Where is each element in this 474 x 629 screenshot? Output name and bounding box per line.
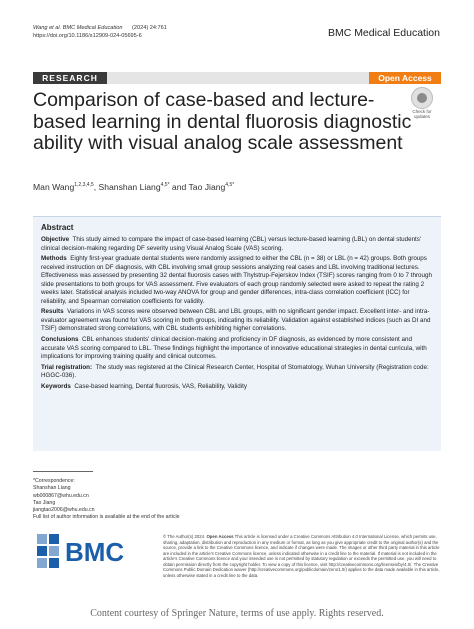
check-for-updates-button[interactable]	[406, 87, 438, 119]
section-label: Keywords	[41, 382, 71, 390]
citation-year: (2024) 24:761	[132, 25, 167, 31]
bmc-logo	[35, 530, 145, 570]
section-text: CBL enhances students' clinical decision-making and proficiency in DF diagnosis, as evidenced by more consistent and accurate VAS scoring compared to LBL. These findings highlight the importance of innovative educational strategies in dental curricula, with implications for improving training quality and clinical outcomes.	[41, 336, 427, 361]
abstract-section	[41, 383, 435, 392]
section-text: Eighty first-year graduate dental students were randomly assigned to either the CBL (n = 38) or LBL (n = 42) groups. Both groups received instruction on DF diagnosis, with CBL involving small group sessions analyzing real cases and LBL involving traditional lectures. Effectiveness was assessed by presenting 32 dental fluorosis cases with Thylstrup-Fejerskov Index (TSIF) scores ranging from 0 to 7 through slide presentations to both groups for VAS assessment. Five evaluators of each group randomly selected were asked to repeat the rating 2 weeks later. Statistical analysis included two-way ANOVA for group and gender differences, intra-class correlation coefficient (ICC) for reliability, and Spearman correlation coefficients for validity.	[41, 255, 432, 305]
license-body: This article is licensed under a Creative Commons Attribution 4.0 International License, which permits use, sharing, adaptation, distribution and reproduction in any medium or format, as long as you give appropriate credit to the original author(s) and the source, provide a link to the Creative Commons licence, and indicate if changes were made. The images or other third party material in this article are included in the article's Creative Commons licence, unless indicated otherwise in a credit line to the material. If material is not included in the article's Creative Commons licence and your intended use is not permitted by statutory regulation or exceeds the permitted use, you will need to obtain permission directly from the copyright holder. To view a copy of this licence, visit http://creativecommons.org/licenses/by/4.0/. The Creative Commons Public Domain Dedication waiver (http://creativecommons.org/publicdomain/zero/1.0/) applies to the data made available in this article, unless otherwise stated in a credit line to the data.	[163, 534, 440, 578]
section-label: Objective	[41, 236, 70, 243]
journal-name: BMC Medical Education	[327, 27, 440, 39]
doi-link[interactable]: https://doi.org/10.1186/s12909-024-05695-6	[33, 33, 142, 39]
section-label: Methods	[41, 255, 67, 263]
abstract-section	[41, 364, 435, 381]
author-separator: ,	[93, 182, 99, 192]
correspondence-email[interactable]: wb000867@whu.edu.cn	[33, 492, 89, 499]
author-list	[33, 182, 234, 192]
author-separator: and	[169, 182, 189, 192]
abstract-section	[41, 255, 435, 306]
citation-authors: Wang et al. BMC Medical Education	[33, 25, 123, 31]
section-text: This study aimed to compare the impact of case-based learning (CBL) versus lecture-based learning (LBL) on dental students' clinical decision-making regarding DF severity using Visual Analog Scale (VAS) scoring.	[41, 236, 422, 252]
article-title: Comparison of case-based and lecture-based learning in dental fluorosis diagnostic ability with visual analog scale assessment	[33, 89, 412, 154]
abstract-body	[41, 236, 435, 393]
section-text: Case-based learning, Dental fluorosis, VAS, Reliability, Validity	[74, 382, 248, 390]
author-affiliation: 4,5*	[160, 182, 170, 189]
abstract-box	[33, 216, 441, 451]
open-access-tag: Open Access	[369, 72, 441, 84]
bmc-logo-text: BMC	[65, 537, 125, 567]
check-updates-icon	[411, 87, 433, 109]
abstract-section	[41, 308, 435, 334]
section-label: Trial registration:	[41, 363, 93, 371]
license-text	[163, 534, 441, 578]
author-name[interactable]: Shanshan Liang	[98, 182, 161, 192]
author-name[interactable]: Man Wang	[33, 182, 75, 192]
abstract-heading: Abstract	[41, 223, 74, 232]
correspondence-label: *Correspondence:	[33, 478, 75, 484]
research-tag: RESEARCH	[33, 72, 107, 84]
license-open-access: Open Access	[206, 534, 234, 539]
section-text: The study was registered at the Clinical Research Center, Hospital of Stomatology, Wuhan University (Registration code: HGGC-036).	[41, 363, 429, 380]
correspondence-block	[33, 478, 179, 522]
footnote-divider	[33, 471, 93, 472]
correspondence-email[interactable]: jiangtao2006@whu.edu.cn	[33, 507, 95, 514]
content-credit: Content courtesy of Springer Nature, terms of use apply. Rights reserved.	[90, 608, 384, 619]
author-affiliation: 1,2,3,4,5	[74, 182, 94, 189]
affiliation-note: Full list of author information is available at the end of the article	[33, 514, 180, 521]
citation-header	[33, 24, 177, 40]
correspondence-name: Shanshan Liang	[33, 485, 71, 492]
author-affiliation: 4,5*	[225, 182, 235, 189]
section-label: Conclusions	[41, 336, 79, 344]
check-updates-label: Check for updates	[412, 109, 432, 119]
section-text: Variations in VAS scores were observed between CBL and LBL groups, with no significant gender impact. Excellent inter- and intra-evaluator agreement was found for VAS scoring in both groups, indicating its reliability. Validation against established indices (such as DI and TSIF) demonstrated strong correlations, with CBL students exhibiting higher correlations.	[41, 308, 431, 333]
abstract-section	[41, 236, 435, 253]
license-lead: © The Author(s) 2024.	[163, 534, 206, 539]
section-label: Results	[41, 308, 64, 316]
correspondence-name: Tao Jiang	[33, 499, 56, 506]
author-name[interactable]: Tao Jiang	[188, 182, 226, 192]
abstract-section	[41, 336, 435, 362]
